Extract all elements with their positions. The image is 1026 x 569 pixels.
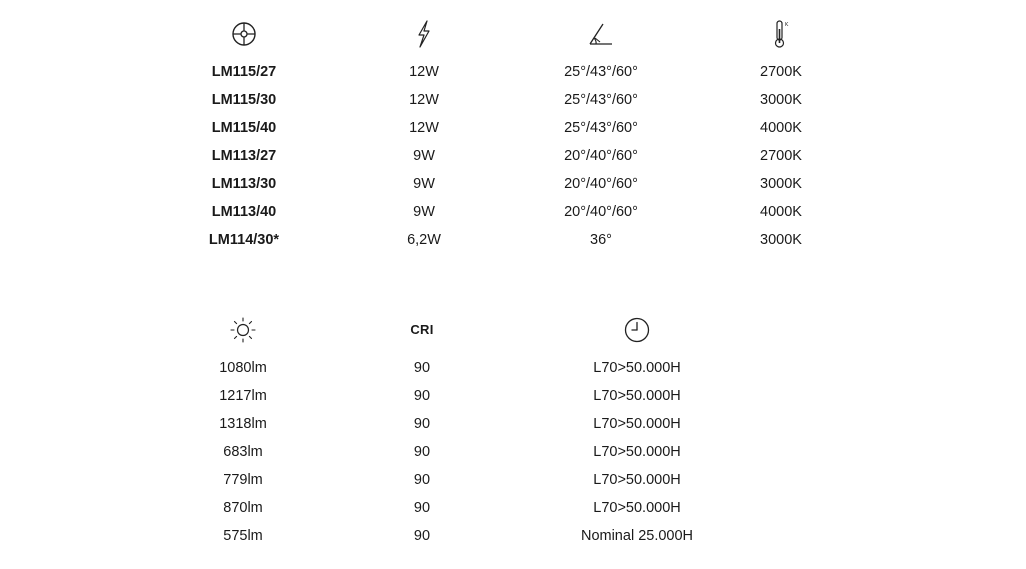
model-cell: LM115/27 <box>211 64 277 80</box>
table-row <box>0 114 1026 142</box>
cri-cell: 90 <box>413 416 431 432</box>
table-row <box>0 226 1026 254</box>
angle-cell: 20°/40°/60° <box>564 176 638 192</box>
lifetime-cell: Nominal 25.000H <box>580 528 694 544</box>
lifetime-cell: L70>50.000H <box>593 388 681 404</box>
cct-cell: 2700K <box>760 148 802 164</box>
cct-cell: 2700K <box>760 64 802 80</box>
angle-cell: 25°/43°/60° <box>564 64 638 80</box>
cct-cell: 4000K <box>760 204 802 220</box>
clock-icon <box>623 310 651 350</box>
lumen-cell: 1318lm <box>219 416 267 432</box>
table-row <box>0 354 1026 382</box>
cri-label <box>410 310 433 350</box>
lifetime-cell: L70>50.000H <box>593 500 681 516</box>
model-cell: LM115/40 <box>211 120 277 136</box>
table-row <box>0 438 1026 466</box>
table-row <box>0 382 1026 410</box>
power-cell: 9W <box>413 204 435 220</box>
table-row <box>0 198 1026 226</box>
model-cell: LM115/30 <box>211 92 277 108</box>
spec-table-2 <box>0 310 1026 550</box>
cri-cell: 90 <box>413 528 431 544</box>
table-row <box>0 522 1026 550</box>
table-row <box>0 410 1026 438</box>
lightning-icon <box>416 14 432 54</box>
table-row <box>0 466 1026 494</box>
cri-cell: 90 <box>413 388 431 404</box>
model-cell: LM113/30 <box>211 176 277 192</box>
thermometer-kelvin-icon <box>772 14 790 54</box>
table-row <box>0 142 1026 170</box>
table-row <box>0 86 1026 114</box>
cct-cell: 4000K <box>760 120 802 136</box>
spec-table-1 <box>0 14 1026 254</box>
lumen-cell: 779lm <box>223 472 263 488</box>
cri-cell: 90 <box>413 472 431 488</box>
power-cell: 6,2W <box>407 232 441 248</box>
power-cell: 12W <box>409 92 439 108</box>
lifetime-cell: L70>50.000H <box>593 416 681 432</box>
cct-cell: 3000K <box>760 176 802 192</box>
sun-icon <box>229 310 257 350</box>
lamp-base-icon <box>231 14 257 54</box>
angle-cell: 25°/43°/60° <box>564 120 638 136</box>
angle-cell: 20°/40°/60° <box>564 148 638 164</box>
cri-cell: 90 <box>413 444 431 460</box>
table2-icon-row <box>0 310 1026 350</box>
power-cell: 12W <box>409 120 439 136</box>
angle-cell: 20°/40°/60° <box>564 204 638 220</box>
beam-angle-icon <box>587 14 615 54</box>
power-cell: 9W <box>413 176 435 192</box>
lifetime-cell: L70>50.000H <box>593 444 681 460</box>
table-row <box>0 494 1026 522</box>
lumen-cell: 870lm <box>223 500 263 516</box>
lifetime-cell: L70>50.000H <box>593 360 681 376</box>
angle-cell: 36° <box>590 232 612 248</box>
lifetime-cell: L70>50.000H <box>593 472 681 488</box>
svg-text:K: K <box>785 22 789 28</box>
table-row <box>0 170 1026 198</box>
power-cell: 9W <box>413 148 435 164</box>
cct-cell: 3000K <box>760 232 802 248</box>
model-cell: LM113/27 <box>211 148 277 164</box>
table1-icon-row <box>0 14 1026 54</box>
cri-cell: 90 <box>413 360 431 376</box>
model-cell: LM114/30* <box>208 232 280 248</box>
table-row <box>0 58 1026 86</box>
cri-header: CRI <box>410 322 434 337</box>
lumen-cell: 1080lm <box>219 360 267 376</box>
lumen-cell: 683lm <box>223 444 263 460</box>
lumen-cell: 1217lm <box>219 388 267 404</box>
power-cell: 12W <box>409 64 439 80</box>
angle-cell: 25°/43°/60° <box>564 92 638 108</box>
cri-cell: 90 <box>413 500 431 516</box>
lumen-cell: 575lm <box>223 528 263 544</box>
model-cell: LM113/40 <box>211 204 277 220</box>
cct-cell: 3000K <box>760 92 802 108</box>
